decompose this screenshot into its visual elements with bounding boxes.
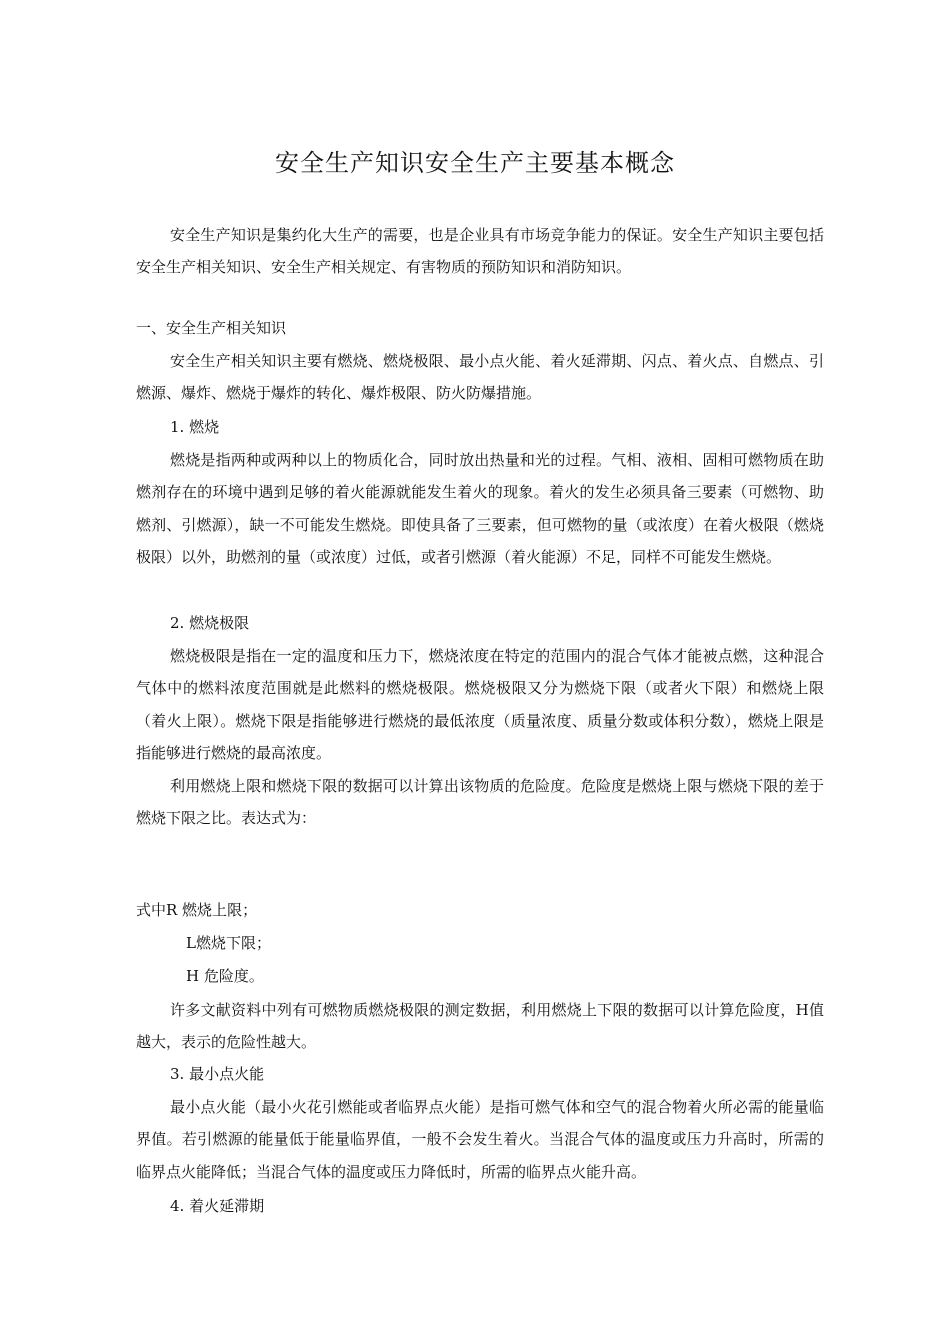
item2-paragraph-3: 许多文献资料中列有可燃物质燃烧极限的测定数据，利用燃烧上下限的数据可以计算危险度，H值越大，表示的危险性越大。 xyxy=(136,1001,824,1052)
item1-paragraph: 燃烧是指两种或两种以上的物质化合，同时放出热量和光的过程。气相、液相、固相可燃物质在助燃剂存在的环境中遇到足够的着火能源就能发生着火的现象。着火的发生必须具备三要素（可燃物、助燃剂、引燃源），缺一不可能发生燃烧。即使具备了三要素，但可燃物的量（或浓度）在着火极限（燃烧极限）以外，助燃剂的量（或浓度）过低，或者引燃源（着火能源）不足，同样不可能发生燃烧。 xyxy=(136,451,824,567)
item4-heading: 4. 着火延滞期 xyxy=(170,1197,265,1215)
section1-intro-paragraph: 安全生产相关知识主要有燃烧、燃烧极限、最小点火能、着火延滞期、闪点、着火点、自燃点、引燃源、爆炸、燃烧于爆炸的转化、爆炸极限、防火防爆措施。 xyxy=(136,352,824,403)
section1-heading: 一、安全生产相关知识 xyxy=(136,319,287,337)
item3-heading: 3. 最小点火能 xyxy=(170,1065,265,1083)
item1-heading: 1. 燃烧 xyxy=(170,418,220,436)
formula-legend-h: H 危险度。 xyxy=(186,967,264,985)
document-title: 安全生产知识安全生产主要基本概念 xyxy=(275,149,675,177)
item2-paragraph-2: 利用燃烧上限和燃烧下限的数据可以计算出该物质的危险度。危险度是燃烧上限与燃烧下限的差于燃烧下限之比。表达式为： xyxy=(136,777,824,828)
item3-paragraph: 最小点火能（最小火花引燃能或者临界点火能）是指可燃气体和空气的混合物着火所必需的能量临界值。若引燃源的能量低于能量临界值，一般不会发生着火。当混合气体的温度或压力升高时，所需的临界点火能降低；当混合气体的温度或压力降低时，所需的临界点火能升高。 xyxy=(136,1098,824,1181)
formula-legend-l: L燃烧下限； xyxy=(186,934,271,952)
intro-paragraph: 安全生产知识是集约化大生产的需要，也是企业具有市场竞争能力的保证。安全生产知识主要包括安全生产相关知识、安全生产相关规定、有害物质的预防知识和消防知识。 xyxy=(136,226,824,277)
item2-paragraph: 燃烧极限是指在一定的温度和压力下，燃烧浓度在特定的范围内的混合气体才能被点燃，这种混合气体中的燃料浓度范围就是此燃料的燃烧极限。燃烧极限又分为燃烧下限（或者火下限）和燃烧上限（着火上限）。燃烧下限是指能够进行燃烧的最低浓度（质量浓度、质量分数或体积分数），燃烧上限是指能够进行燃烧的最高浓度。 xyxy=(136,647,824,763)
item2-heading: 2. 燃烧极限 xyxy=(170,614,250,632)
formula-legend-r: 式中R 燃烧上限； xyxy=(136,901,258,919)
